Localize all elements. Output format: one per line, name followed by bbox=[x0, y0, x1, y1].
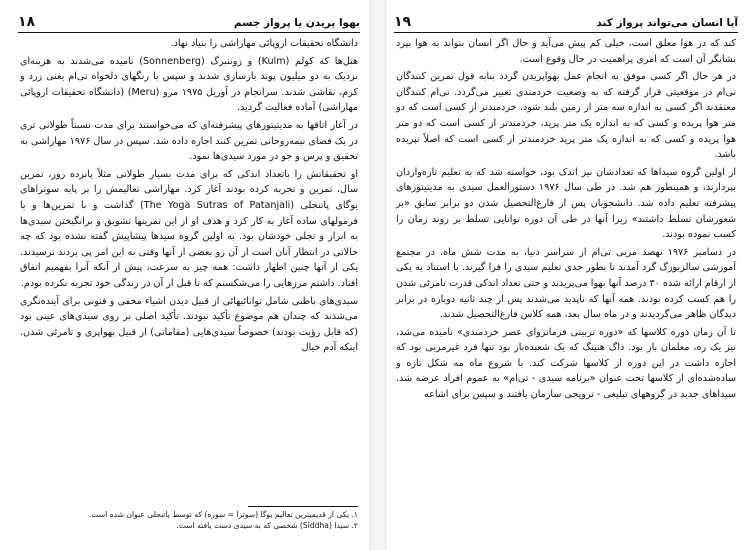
right-page-header bbox=[394, 10, 738, 33]
left-running-title: بهوا پریدن یا پرواز جسم bbox=[233, 17, 360, 29]
left-page-body bbox=[20, 36, 358, 356]
right-page bbox=[386, 6, 746, 542]
paragraph: در دسامبر ۱۹۷۶ نهصد مربی تی‌ام از سراسر دنیا، به مدت شش ماه، در مجتمع آموزشی سالزبورگ گرد آمدند تا بطور جدی تعلیم سیدی را فرا گیرند. با استناد به یکی از ارقام ارائه شده ۳۰ درصد آنها بهوا می‌پریدند و حتی تعداد اندکی قدرت نامرئی شدن را هم کسب کرده بودند. همه آنها که ناپدید می‌شدند پس از چند ثانیه دوباره در برابر دیدگان ظاهر می‌گردیدند و در ماه سال بعد، همه کلاس فارغ‌التحصیل شدند. bbox=[396, 246, 737, 321]
paragraph: کند که در هوا معلق است، خیلی کم پیش می‌آید و حال اگر انسان بتواند به هوا بپرد نشانگر آن است که امری پراهمیت در حال وقوع است. bbox=[396, 38, 736, 65]
footnotes bbox=[20, 509, 358, 531]
footnote-rule bbox=[248, 506, 358, 507]
paragraph: در هر حال اگر کسی موفق به انجام عمل بهواپریدن گردد بنابه قول تمرین کنندگان تی‌ام در موقعیتی قرار گرفته که به وضعیت خردمندی تعبیر می‌گردد. تی‌ام کنندگان معتقدند اگر کسی به اندازه سه متر از زمین بلند شود، خردمندتر از کسی است که دو متر هوا پریده و کسی که به اندازه یک متر پرید، خردمندتر از کسی است که دو متر هوا پریده و کسی که به اندازه یک متر پرید خردمندتر از کسی است که اصلاً نپریده باشد. bbox=[396, 71, 736, 161]
footnote: ۲. سیدا (Siddha) شخصی که به سیدی دست یافته است. bbox=[176, 521, 358, 530]
footnote: ۱. یکی از قدیمیترین تعالیم یوگا (سوترا = سوره) که توسط پاتنجلی عنوان شده است. bbox=[88, 510, 358, 519]
paragraph: او تحقیقاتش را باتعداد اندکی که برای مدت بسیار طولانی مثلاً پانزده روز، تمرین سال، تمرین و تجربه کرده بودند آغاز کرد. مهاراشی تعالیمش را بر پایه سوتراهای یوگای پاتنجلی (The Yoga Sutras of Patanjali) گذاشت و با تمرین‌ها و یا فرمولهای ساده آغاز به کار کرد و هدف او از این تمرینها تشویق و برانگیختن سیدی‌ها به ابراز و تجلی خودشان بود. به اولین گروه سیدها پیشاپیش گفته نشده بود که چه حالاتی در انتظار آنان است از آن رو بعضی از آنها وقتی به این امر پی بردند ترسیدند. یکی از آنها چنین اظهار داشت: همه چیز به سرعت، پیش از آنکه آنرا بفهمیم اتفاق افتاد. داشتم مرزهایی را می‌شکستم که تا قبل از آن در زندگی خود تجربه نکرده بودم. bbox=[20, 168, 359, 289]
paragraph: هتل‌ها که کولم (Kulm) و زوننبرگ (Sonnenberg) نامیده می‌شدند به هزینه‌ای نزدیک به دو میلیون پوند بازسازی شدند و سپس با رنگهای دلخواه تی‌ام یعنی زرد و کرم، نقاشی شدند. سرانجام در آوریل ۱۹۷۵ مرو (Meru) (دانشگاه تحقیقات اروپائی مهاراشی) آماده فعالیت گردید. bbox=[20, 55, 358, 114]
left-page bbox=[10, 6, 368, 542]
paragraph: سیدی‌های باطنی شامل توانائیهائی از قبیل دیدن اشیاء مخفی و فنونی برای آینده‌نگری می‌شدند که چندان هم موضوع تأکید نبودند. تأکید اصلی بر روی سیدی‌های عینی بود (که قابل رؤیت بودند) خصوصاً سیدی‌هایی (مقاماتی) از قبیل بهواپری و نامرئی شدن. اینکه آدم خیال bbox=[20, 295, 358, 354]
paragraph: تا آن زمان دوره کلاسها که «دوره تربیتی فرمانروای عصر خردمندی» نامیده می‌شد، نیز یک ره، معلمان باز بود. داگ هنینگ که یک شعبده‌باز بود تنها فرد غیرمربی بود که اجازه داشت در این دوره از کلاسها شرکت کند. با شروع ماه مه شکل تازه و ساده‌شده‌ای از کلاسها تحت عنوان «برنامه سیدی - تی‌ام» به عموم افراد عرضه شد. سیداهای جدید در گروههای تبلیغی - ترویجی سازمان یافتند و سپس برای اشاعه bbox=[396, 326, 736, 401]
right-page-number: ۱۹ bbox=[394, 14, 412, 30]
book-gutter bbox=[370, 0, 386, 550]
left-page-number: ۱۸ bbox=[18, 14, 36, 30]
right-page-body bbox=[396, 36, 736, 403]
right-running-title: آیا انسان می‌تواند پرواز کند bbox=[596, 17, 738, 29]
paragraph: دانشگاه تحقیقات اروپائی مهاراشی را بنیاد نهاد. bbox=[170, 38, 358, 49]
left-page-header bbox=[18, 10, 360, 33]
paragraph: در آغاز اتاقها به مدیتیتورهای پیشرفته‌ای که می‌خواستند برای مدت نسبتاً طولانی تری در یک فضای نیمه‌روحانی تمرین کنند اجاره داده شد. سپس در سال ۱۹۷۶ مهاراشی به تحقیق و پرس و جو در مورد سیدی‌ها نمود. bbox=[20, 119, 358, 163]
paragraph: از اولین گروه سیداها که تعدادشان نیز اندک بود، خواسته شد که به تعلیم تازه‌واردان بپردازند، و همینطور هم شد. در طی سال ۱۹۷۶ دستورالعمل سیدی به مدیتیتورهای پیشرفته تعلیم داده شد. دانشجویان پس از فارغ‌التحصیل شدن دو برابر سابق «بر شعورشان تسلط داشتند» زیرا آنها در طی آن دوره توانایی تسلط بر روند زمان را کسب نموده بودند. bbox=[396, 166, 736, 241]
